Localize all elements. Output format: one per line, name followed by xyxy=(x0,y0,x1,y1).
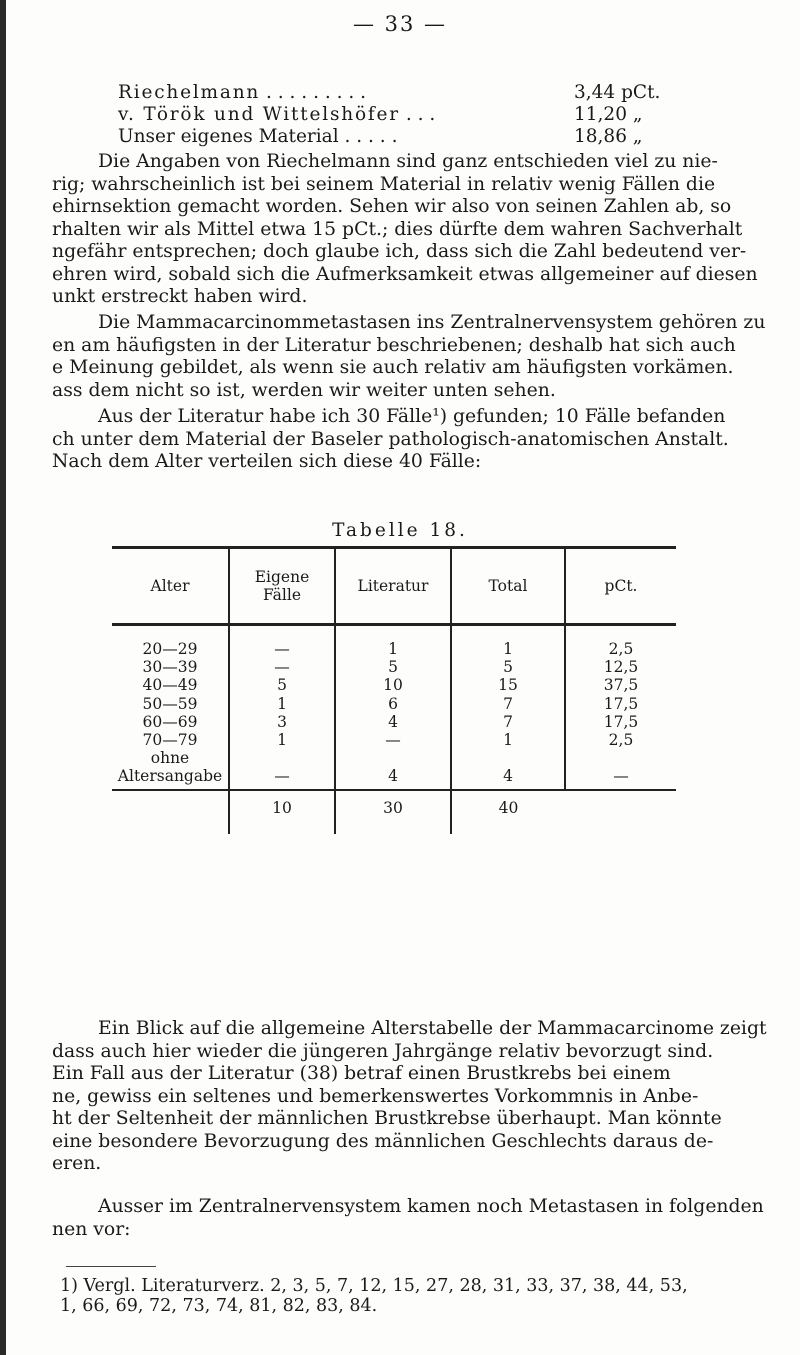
table-totals-row xyxy=(112,790,676,834)
text-line: dass auch hier wieder die jüngeren Jahrgänge relativ bevorzugt sind. xyxy=(52,1040,714,1062)
list-item xyxy=(118,104,718,126)
paragraph-cases xyxy=(52,406,777,474)
text-line: nen vor: xyxy=(52,1218,131,1240)
header-pct: pCt. xyxy=(565,548,676,625)
eigene-faelle-column: — — 5 1 3 1 — xyxy=(229,625,335,791)
text-line: ht der Seltenheit der männlichen Brustkrebse überhaupt. Man könnte xyxy=(52,1108,722,1129)
total-cell: 10 xyxy=(229,790,335,834)
list-item-name: Unser eigenes Material xyxy=(118,126,339,147)
text-line: ehirnsektion gemacht worden. Sehen wir also von seinen Zahlen ab, so xyxy=(52,196,732,217)
list-item-value: 11,20 „ xyxy=(574,104,643,125)
list-item-dots: . . . . . xyxy=(338,126,398,147)
list-item xyxy=(118,82,718,104)
page-number: — 33 — xyxy=(352,12,448,36)
total-cell: 30 xyxy=(335,790,451,834)
total-cell xyxy=(565,790,676,834)
list-item xyxy=(118,126,718,148)
text-line: eren. xyxy=(52,1153,102,1174)
text-line: Die Angaben von Riechelmann sind ganz entschieden viel zu nie- xyxy=(98,151,718,172)
paragraph-metastases xyxy=(52,312,777,402)
text-line: ch unter dem Material der Baseler pathologisch-anatomischen Anstalt. xyxy=(52,428,729,450)
footnote-line: 1) Vergl. Literaturverz. 2, 3, 5, 7, 12, 15, 27, 28, 31, 33, 37, 38, 44, 53, xyxy=(60,1276,688,1296)
literatur-column: 1 5 10 6 4 — 4 xyxy=(335,625,451,791)
table-header-row xyxy=(112,548,676,625)
header-total: Total xyxy=(451,548,565,625)
text-line: Ein Fall aus der Literatur (38) betraf einen Brustkrebs bei einem xyxy=(52,1063,671,1084)
percentage-list xyxy=(118,82,718,148)
header-alter: Alter xyxy=(150,577,190,595)
text-line: ass dem nicht so ist, werden wir weiter unten sehen. xyxy=(52,379,556,401)
total-cell xyxy=(112,790,229,834)
text-line: ne, gewiss ein seltenes und bemerkenswertes Vorkommnis in Anbe- xyxy=(52,1085,699,1107)
text-line: Nach dem Alter verteilen sich diese 40 Fälle: xyxy=(52,451,482,472)
text-line: e Meinung gebildet, als wenn sie auch relativ am häufigsten vorkämen. xyxy=(52,357,734,378)
list-item-name: v. Török und Wittelshöfer xyxy=(118,104,400,125)
table-row xyxy=(112,625,676,791)
footnote-divider xyxy=(66,1266,156,1267)
page-binding-edge xyxy=(0,0,6,1355)
list-item-dots: . . . . . . . . . xyxy=(260,82,366,103)
total-cell: 40 xyxy=(451,790,565,834)
header-eigene-faelle: Eigene Fälle xyxy=(229,548,335,625)
text-line: Die Mammacarcinommetastasen ins Zentralnervensystem gehören zu xyxy=(98,312,766,333)
list-item-value: 18,86 „ xyxy=(574,126,643,147)
text-line: en am häufigsten in der Literatur beschriebenen; deshalb hat sich auch xyxy=(52,334,736,356)
text-line: ngefähr entsprechen; doch glaube ich, dass sich die Zahl bedeutend ver- xyxy=(52,241,747,262)
list-item-name: Riechelmann xyxy=(118,82,261,103)
text-line: Ausser im Zentralnervensystem kamen noch Metastasen in folgenden xyxy=(98,1196,764,1217)
text-line: Ein Blick auf die allgemeine Alterstabelle der Mammacarcinome zeigt xyxy=(98,1018,767,1039)
age-table xyxy=(112,546,676,834)
text-line: rig; wahrscheinlich ist bei seinem Material in relativ wenig Fällen die xyxy=(52,173,716,195)
age-column: 20—29 30—39 40—49 50—59 60—69 70—79 ohne Altersangabe xyxy=(117,640,223,786)
footnote-line: 1, 66, 69, 72, 73, 74, 81, 82, 83, 84. xyxy=(60,1296,378,1316)
list-item-dots: . . . xyxy=(399,104,436,125)
total-column: 1 5 15 7 7 1 4 xyxy=(451,625,565,791)
text-line: rhalten wir als Mittel etwa 15 pCt.; dies dürfte dem wahren Sachverhalt xyxy=(52,218,743,240)
paragraph-age-discussion xyxy=(52,1018,777,1176)
text-line: unkt erstreckt haben wird. xyxy=(52,286,308,307)
text-line: eine besondere Bevorzugung des männlichen Geschlechts daraus de- xyxy=(52,1130,714,1152)
text-line: ehren wird, sobald sich die Aufmerksamkeit etwas allgemeiner auf diesen xyxy=(52,263,758,285)
list-item-value: 3,44 pCt. xyxy=(574,82,661,103)
text-line: Aus der Literatur habe ich 30 Fälle¹) gefunden; 10 Fälle befanden xyxy=(98,406,726,427)
table-caption: Tabelle 18. xyxy=(332,520,468,541)
paragraph-other-metastases xyxy=(52,1196,777,1241)
header-literatur: Literatur xyxy=(335,548,451,625)
footnote xyxy=(60,1276,688,1316)
pct-column: 2,5 12,5 37,5 17,5 17,5 2,5 — xyxy=(565,625,676,791)
paragraph-riechelmann xyxy=(52,151,777,309)
